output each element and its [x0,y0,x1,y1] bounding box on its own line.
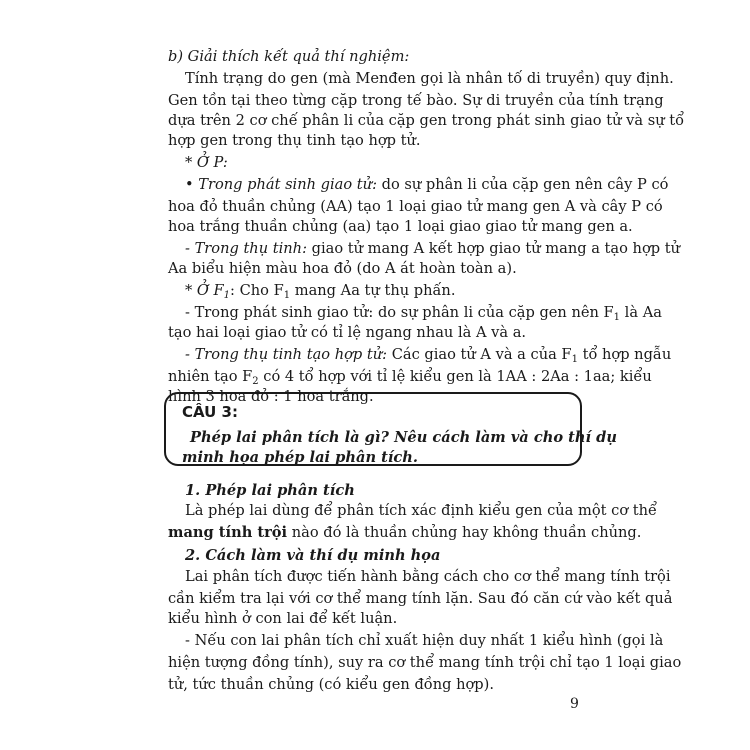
f1-thu-tinh-line2 [168,366,652,388]
at-f1-heading [185,280,586,302]
question-line2: minh họa phép lai phân tích. [182,449,419,466]
p-phat-sinh-line1 [185,174,669,196]
sec1-line2-text: nào đó là thuần chủng hay không thuần chủng. [287,524,642,541]
para1-line1: Tính trạng do gen (mà Menđen gọi là nhân tố di truyền) quy định. [185,70,674,87]
section-b-heading: b) Giải thích kết quả thí nghiệm: [168,48,410,65]
f1-thu-tinh-text-c: nhiên tạo F [168,368,253,385]
at-f1-text-a: : Cho F [230,282,284,299]
para1-line2: Gen tồn tại theo từng cặp trong tế bào. Sự di truyền của tính trạng [168,92,664,109]
sec2-para1-line1: Lai phân tích được tiến hành bằng cách cho cơ thể mang tính trội [185,568,671,585]
sec2-para2-line2: hiện tượng đồng tính), suy ra cơ thể mang tính trội chỉ tạo 1 loại giao [168,654,682,671]
p-phat-sinh-line2: hoa đỏ thuần chủng (AA) tạo 1 loại giao tử mang gen A và cây P có [168,198,663,215]
p-phat-sinh-text: do sự phân li của cặp gen nên cây P có [376,176,669,193]
f1-thu-tinh-text-a: Các giao tử A và a của F [387,346,572,363]
sec1-heading: 1. Phép lai phân tích [185,482,355,499]
sec2-para1-line3: kiểu hình ở con lai để kết luận. [168,610,398,627]
f1-phat-sinh-line2: tạo hai loại giao tử có tỉ lệ ngang nhau là A và a. [168,324,527,341]
p-thu-tinh-line2: Aa biểu hiện màu hoa đỏ (do A át hoàn toàn a). [168,260,517,277]
p-thu-tinh-label: - Trong thụ tinh: [185,240,307,257]
sec1-bold-term: mang tính trội [168,524,288,541]
f1-phat-sinh-text-a: - Trong phát sinh giao tử: do sự phân li của cặp gen nên F [185,304,614,321]
page-number: 9 [570,696,579,712]
f1-thu-tinh-text-b: tổ hợp ngẫu [577,346,672,363]
para1-line4: hợp gen trong thụ tinh tạo hợp tử. [168,132,421,149]
sec2-heading: 2. Cách làm và thí dụ minh họa [185,547,441,564]
f1-thu-tinh-line3: hình 3 hoa đỏ : 1 hoa trắng. [168,388,374,405]
f1-thu-tinh-label: - Trong thụ tinh tạo hợp tử: [185,346,388,363]
p-phat-sinh-label: Trong phát sinh giao tử: [198,176,377,193]
f1-phat-sinh-text-b: là Aa [620,304,662,321]
question-line1: Phép lai phân tích là gì? Nêu cách làm và cho thí dụ [190,429,617,446]
f1-phat-sinh-line1 [185,302,662,324]
sec2-para2-line1: - Nếu con lai phân tích chỉ xuất hiện duy nhất 1 kiểu hình (gọi là [185,632,664,649]
bullet: • [185,176,199,193]
at-p-heading: * Ở P: [185,154,228,171]
f1-subscript-4: 1 [571,354,578,365]
question-title: CÂU 3: [182,403,238,421]
p-phat-sinh-line3: hoa trắng thuần chủng (aa) tạo 1 loại giao giao tử mang gen a. [168,218,633,235]
para1-line3: dựa trên 2 cơ chế phân li của cặp gen trong phát sinh giao tử và sự tổ [168,112,685,129]
f1-subscript-3: 1 [613,312,621,323]
f2-subscript: 2 [252,376,259,387]
sec1-line2 [168,522,642,544]
at-f1-text-b: mang Aa tự thụ phấn. [290,282,456,299]
sec2-para2-line3: tử, tức thuần chủng (có kiểu gen đồng hợp). [168,676,494,693]
sec2-para1-line2: cần kiểm tra lại với cơ thể mang tính lặn. Sau đó căn cứ vào kết quả [168,590,673,607]
at-f1-label: * Ở F [185,282,224,299]
sec1-line1: Là phép lai dùng để phân tích xác định kiểu gen của một cơ thể [185,502,657,519]
f1-subscript: 1 [223,290,231,301]
p-thu-tinh-text: giao tử mang A kết hợp giao tử mang a tạo hợp tử [307,240,680,257]
f1-thu-tinh-line1 [185,344,672,366]
f1-thu-tinh-text-d: có 4 tổ hợp với tỉ lệ kiểu gen là 1AA : 2Aa : 1aa; kiểu [258,368,652,385]
p-thu-tinh-line1 [185,238,680,260]
f1-subscript-2: 1 [283,290,291,301]
